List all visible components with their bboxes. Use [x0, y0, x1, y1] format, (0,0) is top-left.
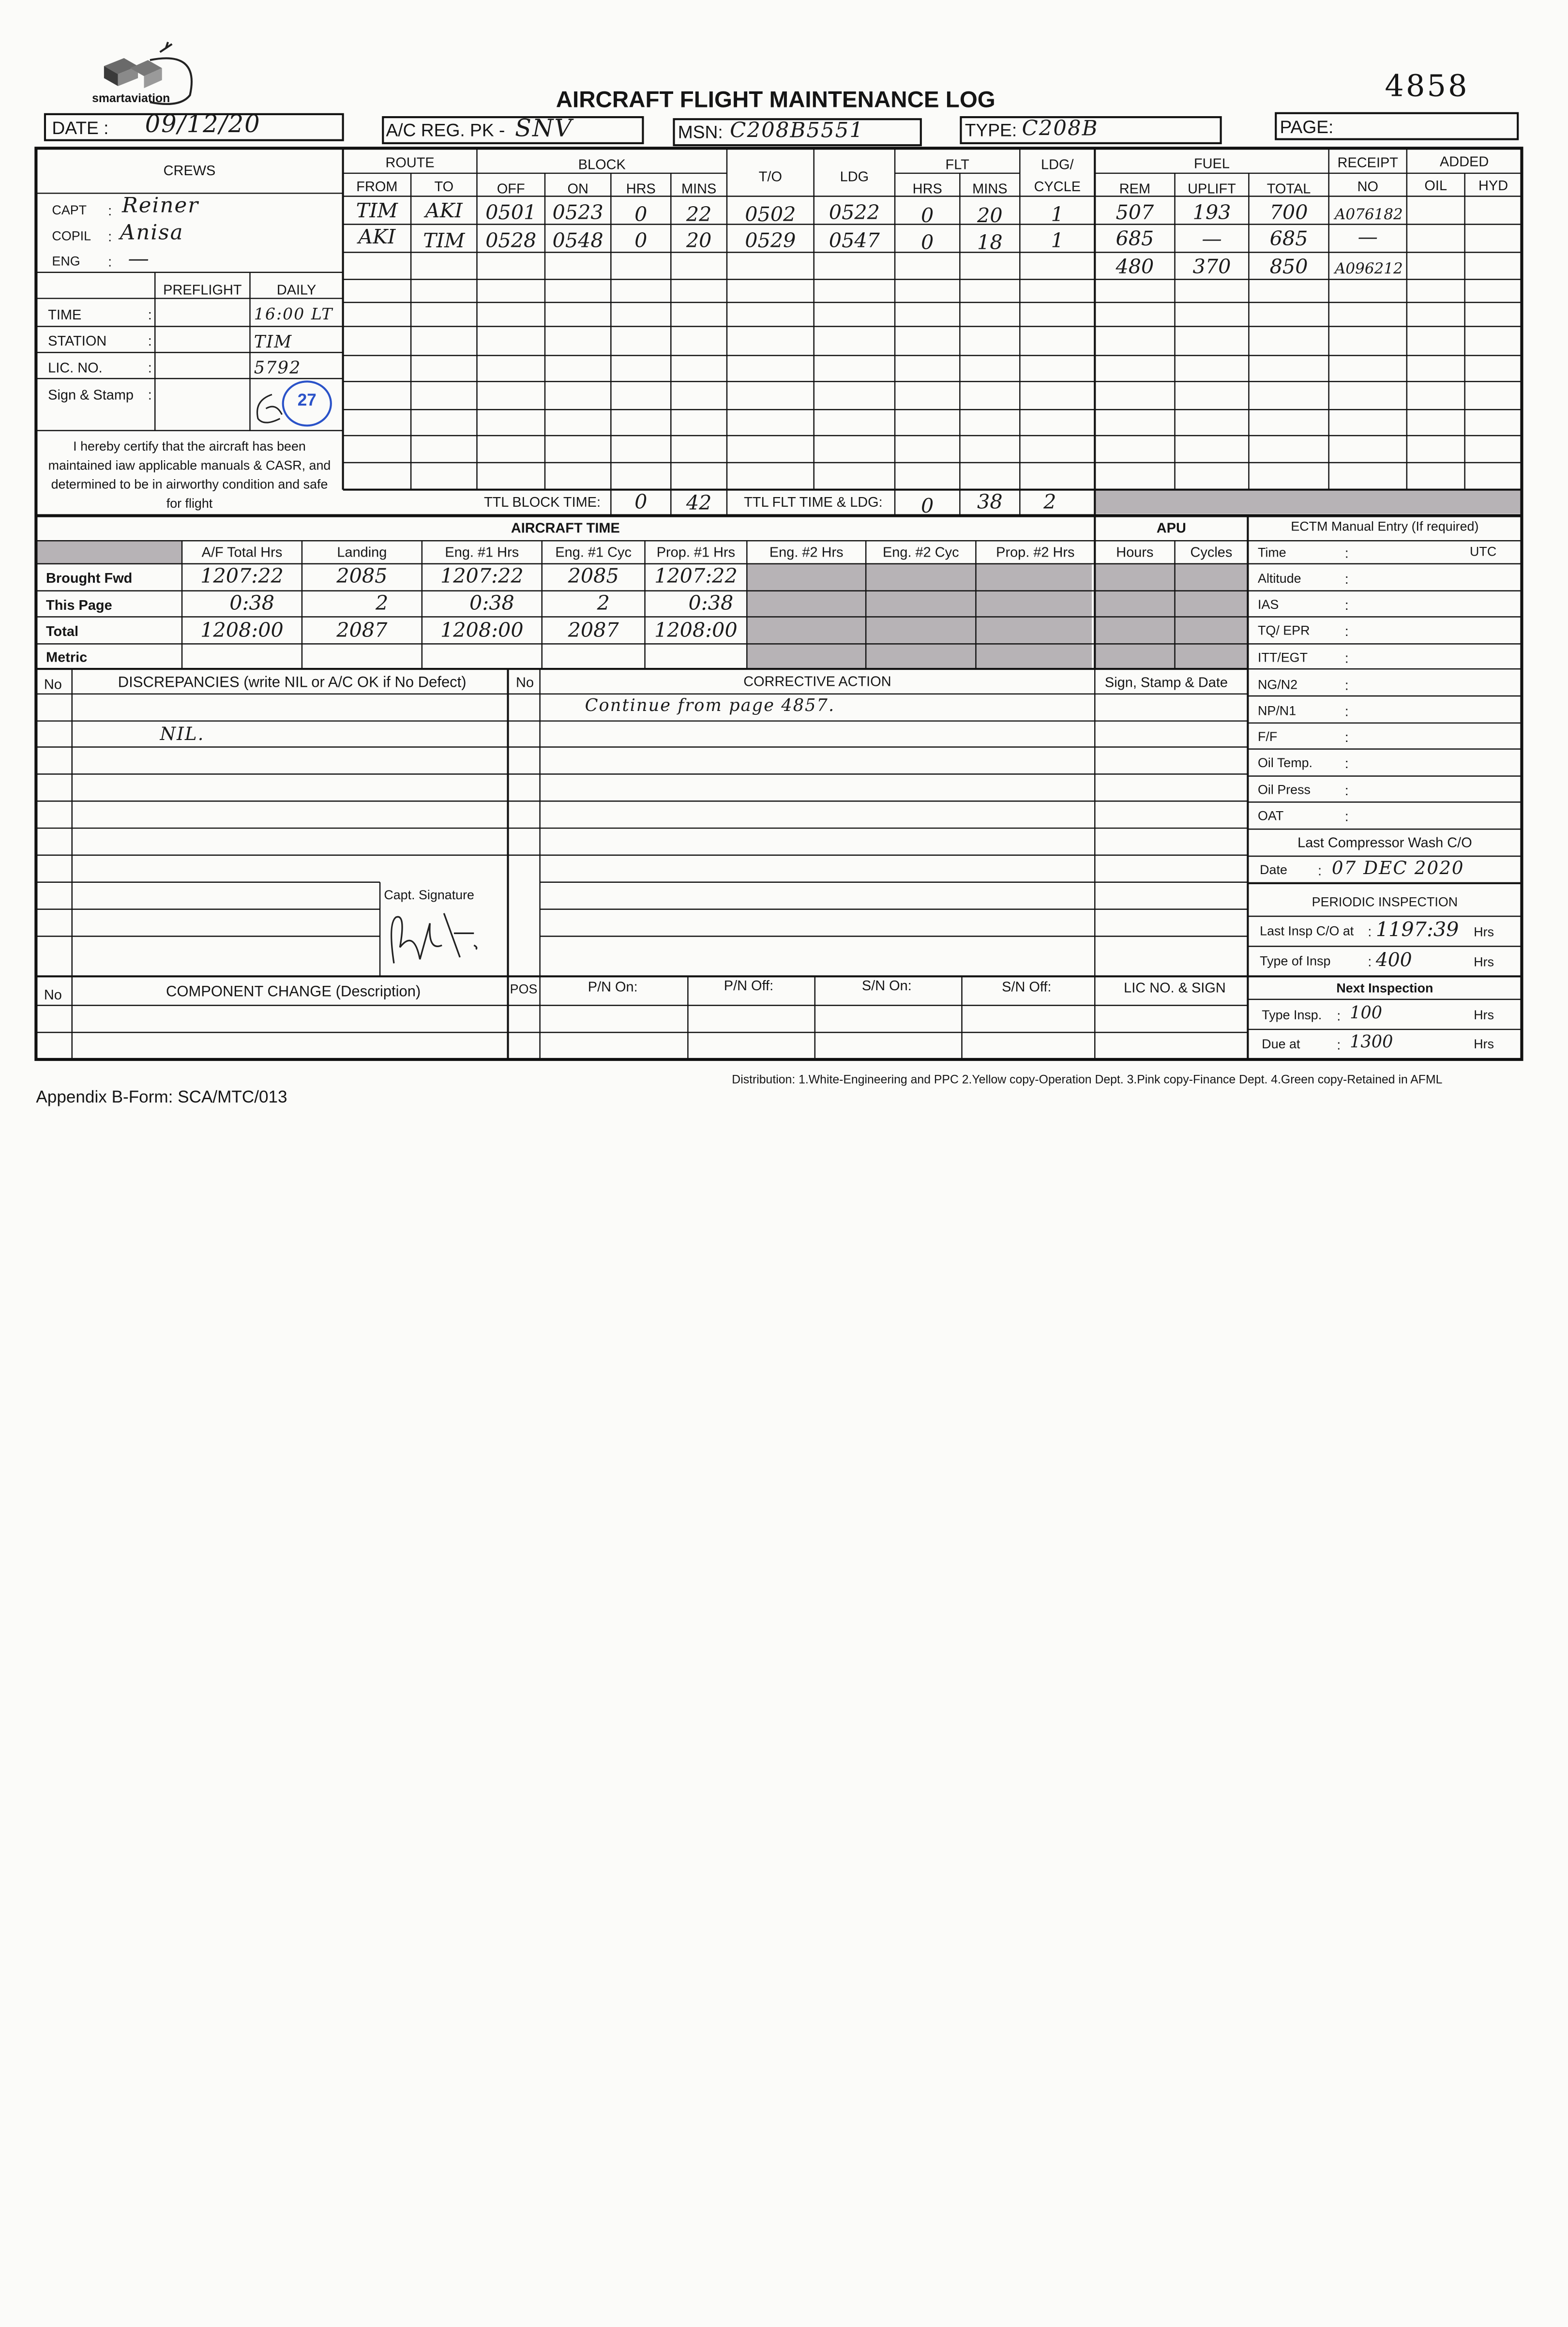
oil-heading: OIL [1424, 177, 1447, 194]
certify-line-1: I hereby certify that the aircraft has been [73, 438, 306, 454]
hyd-heading: HYD [1478, 177, 1508, 194]
ectm-colon-7: : [1344, 703, 1349, 719]
station-colon: : [148, 332, 152, 349]
row-brought-fwd: Brought Fwd [46, 570, 133, 586]
capt-signature-label: Capt. Signature [384, 887, 474, 903]
this-page-af-total[interactable]: 0:38 [229, 590, 275, 615]
capt-name[interactable]: Reiner [122, 193, 199, 217]
total-landing[interactable]: 2087 [336, 618, 388, 642]
ectm-oat: OAT [1258, 808, 1284, 823]
distribution-note: Distribution: 1.White-Engineering and PPC 2.Yellow copy-Operation Dept. 3.Pink copy-Finance Dept. 4.Green copy-Retained in AFML [732, 1072, 1443, 1087]
col-apu-cycles: Cycles [1190, 544, 1233, 560]
registration-label: A/C REG. PK - [386, 120, 505, 140]
discrepancies-heading: DISCREPANCIES (write NIL or A/C OK if No Defect) [118, 674, 467, 691]
due-at-colon: : [1337, 1036, 1341, 1053]
total-flt-label: TTL FLT TIME & LDG: [744, 494, 883, 510]
ectm-colon-5: : [1344, 650, 1349, 666]
flight-2-on[interactable]: 0548 [552, 228, 603, 253]
flight-1-flt-hrs[interactable]: 0 [921, 203, 934, 227]
col-eng2-cyc: Eng. #2 Cyc [882, 544, 959, 560]
landing-heading: LDG [840, 168, 869, 184]
sign-stamp-date-heading: Sign, Stamp & Date [1104, 674, 1228, 690]
discrepancy-no-heading: No [44, 676, 62, 692]
flight-2-landing[interactable]: 0547 [829, 228, 880, 253]
ectm-oil-temp: Oil Temp. [1258, 755, 1312, 771]
flight-1-rem[interactable]: 507 [1116, 200, 1154, 225]
this-page-landing[interactable]: 2 [376, 590, 389, 615]
type-insp-hrs: Hrs [1474, 954, 1494, 969]
flight-2-to[interactable]: TIM [423, 228, 465, 253]
registration-value[interactable]: SNV [514, 114, 573, 142]
capt-signature [384, 903, 484, 975]
pos-heading: POS [510, 981, 538, 997]
flight-2-receipt[interactable]: — [1357, 224, 1378, 249]
flight-2-flt-mins[interactable]: 18 [977, 230, 1003, 255]
aircraft-time-heading: AIRCRAFT TIME [511, 519, 620, 536]
last-insp-hrs: Hrs [1474, 924, 1494, 939]
certify-line-2: maintained iaw applicable manuals & CASR, and [48, 457, 331, 473]
flight-3-uplift[interactable]: 370 [1192, 254, 1231, 279]
total-flt-hrs[interactable]: 0 [921, 494, 934, 518]
date-label: DATE : [52, 118, 109, 138]
date-value[interactable]: 09/12/20 [145, 110, 261, 138]
eng-name[interactable]: — [128, 246, 150, 271]
ectm-heading: ECTM Manual Entry (If required) [1291, 518, 1479, 534]
flight-2-mins[interactable]: 20 [686, 228, 712, 253]
serial-number: 4858 [1385, 69, 1469, 105]
total-block-label: TTL BLOCK TIME: [483, 494, 601, 510]
brought-prop1-hrs[interactable]: 1207:22 [654, 563, 738, 588]
stamp-number: 27 [297, 390, 317, 410]
flt-mins-heading: MINS [972, 180, 1008, 196]
flight-3-rem[interactable]: 480 [1116, 254, 1154, 279]
flight-1-mins[interactable]: 22 [686, 202, 712, 227]
flight-2-flt-hrs[interactable]: 0 [921, 230, 934, 255]
eng-colon: : [108, 253, 112, 270]
receipt-no-heading: NO [1357, 178, 1378, 195]
station-label: STATION [48, 332, 107, 349]
next-type-label: Type Insp. [1262, 1007, 1322, 1023]
sign-colon: : [148, 386, 152, 403]
ectm-itt-egt: ITT/EGT [1258, 650, 1308, 665]
compressor-date-value[interactable]: 07 DEC 2020 [1331, 858, 1464, 879]
pn-on-heading: P/N On: [588, 978, 638, 995]
preflight-heading: PREFLIGHT [163, 281, 242, 298]
added-heading: ADDED [1440, 153, 1489, 169]
uplift-heading: UPLIFT [1188, 180, 1236, 196]
flight-1-landing[interactable]: 0522 [829, 200, 880, 225]
ectm-colon-10: : [1344, 782, 1349, 798]
capt-label: CAPT [52, 202, 87, 217]
flight-1-to[interactable]: AKI [425, 198, 463, 223]
takeoff-heading: T/O [758, 168, 782, 184]
total-block-mins[interactable]: 42 [686, 490, 712, 515]
crews-heading: CREWS [163, 162, 216, 179]
daily-heading: DAILY [276, 281, 317, 298]
brought-af-total[interactable]: 1207:22 [200, 563, 284, 588]
total-heading: TOTAL [1266, 180, 1311, 196]
certify-line-4: for flight [166, 496, 213, 511]
flight-1-receipt[interactable]: A076182 [1335, 205, 1403, 224]
col-prop2-hrs: Prop. #2 Hrs [996, 544, 1075, 560]
compressor-date-colon: : [1317, 862, 1322, 878]
col-prop1-hrs: Prop. #1 Hrs [656, 544, 736, 560]
last-insp-colon: : [1368, 923, 1372, 939]
ectm-colon-11: : [1344, 808, 1349, 824]
block-mins-heading: MINS [681, 180, 717, 196]
corrective-entry[interactable]: Continue from page 4857. [585, 695, 835, 716]
ectm-colon-1: : [1344, 544, 1349, 561]
type-value[interactable]: C208B [1022, 116, 1099, 140]
total-eng1-cyc[interactable]: 2087 [568, 618, 619, 642]
type-insp-label: Type of Insp [1260, 953, 1331, 968]
ectm-colon-2: : [1344, 571, 1349, 587]
certify-line-3: determined to be in airworthy condition and safe [51, 476, 328, 492]
page-title: AIRCRAFT FLIGHT MAINTENANCE LOG [556, 86, 995, 112]
this-page-prop1-hrs[interactable]: 0:38 [688, 590, 734, 615]
corrective-no-heading: No [516, 674, 534, 690]
flight-2-hrs[interactable]: 0 [634, 228, 648, 253]
ectm-oil-press: Oil Press [1258, 782, 1311, 797]
total-landings[interactable]: 2 [1043, 489, 1056, 514]
total-flt-mins[interactable]: 38 [977, 489, 1003, 514]
periodic-inspection-heading: PERIODIC INSPECTION [1312, 894, 1458, 909]
copil-name[interactable]: Anisa [120, 220, 184, 244]
lic-label: LIC. NO. [48, 359, 103, 376]
flight-1-total[interactable]: 700 [1269, 200, 1308, 225]
next-inspection-heading: Next Inspection [1336, 980, 1433, 996]
ectm-colon-8: : [1344, 729, 1349, 745]
next-type-hrs: Hrs [1474, 1007, 1494, 1023]
daily-signature [252, 389, 292, 429]
ectm-ias: IAS [1258, 597, 1279, 612]
eng-label: ENG [52, 253, 80, 269]
due-at-label: Due at [1262, 1036, 1300, 1052]
flight-2-rem[interactable]: 685 [1116, 226, 1154, 251]
total-prop1-hrs[interactable]: 1208:00 [654, 618, 738, 642]
due-at-value[interactable]: 1300 [1350, 1032, 1393, 1053]
type-insp-colon: : [1368, 953, 1372, 969]
to-heading: TO [434, 178, 454, 195]
flight-3-total[interactable]: 850 [1269, 254, 1308, 279]
copil-label: COPIL [52, 228, 91, 243]
flt-heading: FLT [945, 156, 969, 172]
off-heading: OFF [497, 180, 525, 196]
daily-station[interactable]: TIM [254, 332, 293, 353]
ectm-ff: F/F [1258, 729, 1278, 744]
col-eng2-hrs: Eng. #2 Hrs [769, 544, 844, 560]
this-page-eng1-cyc[interactable]: 2 [597, 590, 610, 615]
lic-sign-heading: LIC NO. & SIGN [1124, 979, 1226, 996]
col-eng1-cyc: Eng. #1 Cyc [555, 544, 632, 560]
ectm-colon-6: : [1344, 677, 1349, 693]
col-af-total: A/F Total Hrs [201, 544, 283, 560]
flight-3-receipt[interactable]: A096212 [1335, 259, 1403, 278]
logo-text: smartaviation [92, 91, 170, 106]
block-hrs-heading: HRS [626, 180, 656, 196]
col-apu-hours: Hours [1116, 544, 1154, 560]
flt-hrs-heading: HRS [912, 180, 942, 196]
daily-lic[interactable]: 5792 [254, 358, 302, 379]
component-change-heading: COMPONENT CHANGE (Description) [166, 983, 421, 1000]
ectm-tq-epr: TQ/ EPR [1258, 622, 1310, 638]
form-reference: Appendix B-Form: SCA/MTC/013 [36, 1087, 287, 1107]
row-total: Total [46, 622, 78, 639]
fuel-heading: FUEL [1193, 155, 1230, 171]
flight-1-hrs[interactable]: 0 [634, 202, 648, 227]
from-heading: FROM [356, 178, 398, 195]
next-type-value[interactable]: 100 [1350, 1003, 1383, 1024]
ectm-colon-9: : [1344, 755, 1349, 771]
brought-eng1-hrs[interactable]: 1207:22 [440, 563, 524, 588]
ectm-colon-4: : [1344, 622, 1349, 639]
col-landing: Landing [337, 544, 387, 560]
flight-2-uplift[interactable]: — [1202, 226, 1222, 251]
page-label: PAGE: [1280, 117, 1334, 137]
compressor-date-label: Date [1260, 862, 1287, 877]
flight-2-from[interactable]: AKI [358, 224, 396, 249]
ectm-utc: UTC [1470, 544, 1497, 559]
next-type-colon: : [1337, 1007, 1341, 1024]
lic-colon: : [148, 359, 152, 376]
brought-eng1-cyc[interactable]: 2085 [568, 563, 619, 588]
col-eng1-hrs: Eng. #1 Hrs [445, 544, 519, 560]
flight-1-from[interactable]: TIM [356, 198, 398, 223]
type-label: TYPE: [965, 120, 1017, 140]
corrective-action-heading: CORRECTIVE ACTION [743, 673, 891, 689]
flight-1-cycle[interactable]: 1 [1051, 202, 1064, 227]
flight-2-cycle[interactable]: 1 [1051, 228, 1064, 253]
flight-1-on[interactable]: 0523 [552, 200, 603, 225]
ectm-altitude: Altitude [1258, 571, 1301, 586]
ectm-ng-n2: NG/N2 [1258, 677, 1298, 692]
apu-heading: APU [1156, 519, 1186, 536]
flight-2-total[interactable]: 685 [1269, 226, 1308, 251]
pn-off-heading: P/N Off: [724, 977, 774, 994]
flight-1-takeoff[interactable]: 0502 [745, 202, 796, 227]
flight-1-flt-mins[interactable]: 20 [977, 203, 1003, 227]
msn-value[interactable]: C208B5551 [730, 118, 864, 142]
total-af-total[interactable]: 1208:00 [200, 618, 284, 642]
flight-1-off[interactable]: 0501 [485, 200, 537, 225]
last-insp-label: Last Insp C/O at [1260, 923, 1354, 938]
time-colon: : [148, 306, 152, 323]
compressor-wash-heading: Last Compressor Wash C/O [1297, 834, 1472, 850]
flight-2-off[interactable]: 0528 [485, 228, 537, 253]
last-insp-value[interactable]: 1197:39 [1375, 917, 1459, 941]
row-metric: Metric [46, 649, 88, 665]
ectm-time: Time [1258, 544, 1286, 560]
due-at-hrs: Hrs [1474, 1036, 1494, 1052]
sn-off-heading: S/N Off: [1002, 978, 1052, 995]
on-heading: ON [567, 180, 588, 196]
total-block-hrs[interactable]: 0 [634, 489, 648, 514]
copil-colon: : [108, 228, 112, 244]
total-eng1-hrs[interactable]: 1208:00 [440, 618, 524, 642]
row-this-page: This Page [46, 597, 112, 613]
rem-heading: REM [1119, 180, 1151, 196]
receipt-heading: RECEIPT [1337, 154, 1398, 170]
brought-landing[interactable]: 2085 [336, 563, 388, 588]
flight-1-uplift[interactable]: 193 [1192, 200, 1231, 225]
capt-colon: : [108, 202, 112, 219]
ectm-np-n1: NP/N1 [1258, 703, 1297, 718]
this-page-eng1-hrs[interactable]: 0:38 [469, 590, 514, 615]
sign-stamp-label: Sign & Stamp [48, 386, 134, 403]
route-heading: ROUTE [385, 154, 435, 170]
ectm-colon-3: : [1344, 597, 1349, 613]
ldg-cycle-heading-2: CYCLE [1034, 178, 1081, 195]
discrepancy-entry[interactable]: NIL. [160, 724, 205, 745]
component-no-heading: No [44, 986, 62, 1003]
type-insp-value[interactable]: 400 [1375, 949, 1412, 971]
sn-on-heading: S/N On: [861, 977, 912, 994]
daily-time[interactable]: 16:00 LT [254, 304, 333, 324]
time-label: TIME [48, 306, 82, 323]
msn-label: MSN: [678, 122, 723, 142]
flight-2-takeoff[interactable]: 0529 [745, 228, 796, 253]
block-heading: BLOCK [578, 156, 626, 172]
ldg-cycle-heading-1: LDG/ [1041, 156, 1074, 172]
